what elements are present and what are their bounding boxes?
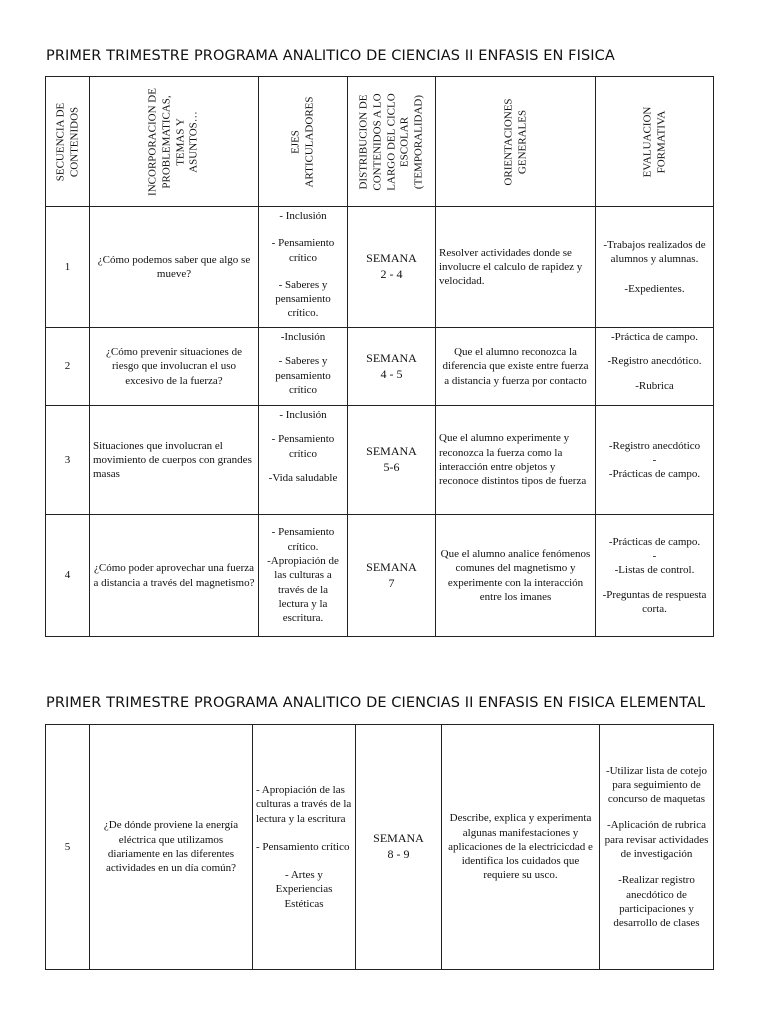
- eval-item: -Rubrica: [635, 379, 674, 392]
- row-evaluacion: [596, 207, 714, 328]
- eval-item: -Prácticas de campo.: [608, 535, 701, 548]
- eval-item: -Prácticas de campo.: [608, 468, 701, 481]
- eje-item: -Inclusión: [280, 331, 326, 343]
- table2-title: PRIMER TRIMESTRE PROGRAMA ANALITICO DE CIENCIAS II ENFASIS EN FISICA ELEMENTAL: [46, 695, 706, 711]
- row-semana: [348, 406, 436, 515]
- row-semana: [348, 207, 436, 328]
- table1: [45, 76, 714, 637]
- row-topic: ¿De dónde proviene la energía eléctrica que utilizamos diariamente en las diferentes actividades en un día común?: [90, 725, 253, 970]
- semana-weeks: 8 - 9: [387, 847, 410, 861]
- row-topic: Situaciones que involucran el movimiento de cuerpos con grandes masas: [90, 406, 259, 515]
- row-ejes: [259, 328, 348, 406]
- row-orientacion: Que el alumno experimente y reconozca la fuerza como la interacción entre objetos y reconoce distintos tipos de fuerza: [436, 406, 596, 515]
- row-topic: ¿Cómo prevenir situaciones de riesgo que involucran el uso excesivo de la fuerza?: [90, 328, 259, 406]
- row-orientacion: Resolver actividades donde se involucre el calculo de rapidez y velocidad.: [436, 207, 596, 328]
- semana-weeks: 4 - 5: [380, 366, 403, 381]
- semana-label: SEMANA: [366, 559, 417, 574]
- row-topic: ¿Cómo poder aprovechar una fuerza a distancia a través del magnetismo?: [90, 515, 259, 637]
- row-evaluacion: [596, 406, 714, 515]
- header-ejes: EJES ARTICULADORES: [259, 77, 348, 207]
- header-evaluacion: EVALUACION FORMATIVA: [596, 77, 714, 207]
- row-seq: 2: [46, 328, 90, 406]
- eval-item: -: [652, 453, 657, 466]
- table-row: [46, 406, 714, 515]
- semana-label: SEMANA: [366, 350, 417, 365]
- eval-item: -Realizar registro anecdótico de participaciones y desarrollo de clases: [613, 874, 700, 930]
- eje-item: - Pensamiento crítico: [271, 433, 335, 460]
- eval-item: -: [652, 550, 657, 563]
- eval-item: -Preguntas de respuesta corta.: [602, 588, 707, 615]
- eje-item: - Saberes y pensamiento crítico.: [275, 278, 331, 320]
- row-semana: [348, 328, 436, 406]
- eje-item: - Pensamiento crítico.: [271, 526, 335, 553]
- eje-item: -Vida saludable: [268, 471, 338, 484]
- eje-item: - Pensamiento crítico: [256, 840, 350, 853]
- table-row: [46, 515, 714, 637]
- eje-item: - Inclusión: [279, 409, 327, 421]
- eje-item: -Apropiación de las culturas a través de la lectura y la escritura.: [267, 555, 339, 625]
- row-evaluacion: [596, 328, 714, 406]
- semana-label: SEMANA: [366, 444, 417, 459]
- eval-item: -Listas de control.: [614, 564, 695, 577]
- row-orientacion: Describe, explica y experimenta algunas manifestaciones y aplicaciones de la electricicdad e identifica los cuidados que requiere su usco.: [442, 725, 600, 970]
- table1-header-row: [46, 77, 714, 207]
- semana-label: SEMANA: [366, 251, 417, 266]
- header-distribucion: DISTRIBUCION DE CONTENIDOS A LO LARGO DEL CICLO ESCOLAR (TEMPORALIDAD): [348, 77, 436, 207]
- table-row: [46, 725, 714, 970]
- row-seq: 3: [46, 406, 90, 515]
- eval-item: -Registro anecdótico.: [607, 355, 702, 368]
- row-ejes: [259, 515, 348, 637]
- row-semana: [348, 515, 436, 637]
- row-seq: 1: [46, 207, 90, 328]
- eval-item: -Práctica de campo.: [610, 331, 699, 343]
- header-orientaciones: ORIENTACIONES GENERALES: [436, 77, 596, 207]
- row-evaluacion: [600, 725, 714, 970]
- eje-item: - Inclusión: [279, 210, 327, 222]
- eval-item: -Utilizar lista de cotejo para seguimiento de concurso de maquetas: [605, 764, 708, 806]
- eval-item: -Registro anecdótico: [608, 439, 701, 452]
- eval-item: -Trabajos realizados de alumnos y alumnas.: [603, 238, 706, 265]
- row-ejes: [253, 725, 356, 970]
- eval-item: -Expedientes.: [624, 283, 685, 296]
- row-seq: 4: [46, 515, 90, 637]
- row-seq: 5: [46, 725, 90, 970]
- eje-item: - Pensamiento crítico: [271, 237, 335, 264]
- table1-title: PRIMER TRIMESTRE PROGRAMA ANALITICO DE CIENCIAS II ENFASIS EN FISICA: [46, 48, 615, 64]
- table-row: [46, 328, 714, 406]
- semana-weeks: 7: [388, 575, 395, 590]
- semana-label: SEMANA: [373, 831, 424, 846]
- eje-item: - Artes y Experiencias Estéticas: [275, 869, 333, 910]
- row-semana: [356, 725, 442, 970]
- eje-item: - Saberes y pensamiento crítico: [275, 355, 331, 396]
- table2: [45, 724, 714, 970]
- eje-item: - Apropiación de las culturas a través de la lectura y la escritura: [256, 783, 352, 825]
- semana-weeks: 5-6: [383, 460, 400, 474]
- row-orientacion: Que el alumno reconozca la diferencia que existe entre fuerza a distancia y fuerza por contacto: [436, 328, 596, 406]
- row-evaluacion: [596, 515, 714, 637]
- row-ejes: [259, 406, 348, 515]
- row-topic: ¿Cómo podemos saber que algo se mueve?: [90, 207, 259, 328]
- semana-weeks: 2 - 4: [380, 267, 403, 281]
- eval-item: -Aplicación de rubrica para revisar actividades de investigación: [604, 819, 709, 860]
- header-secuencia: SECUENCIA DE CONTENIDOS: [46, 77, 90, 207]
- row-ejes: [259, 207, 348, 328]
- header-incorporacion: INCORPORACION DE PROBLEMATICAS, TEMAS Y ASUNTOS…: [90, 77, 259, 207]
- row-orientacion: Que el alumno analice fenómenos comunes del magnetismo y experimente con la interacción entre los imanes: [436, 515, 596, 637]
- table-row: [46, 207, 714, 328]
